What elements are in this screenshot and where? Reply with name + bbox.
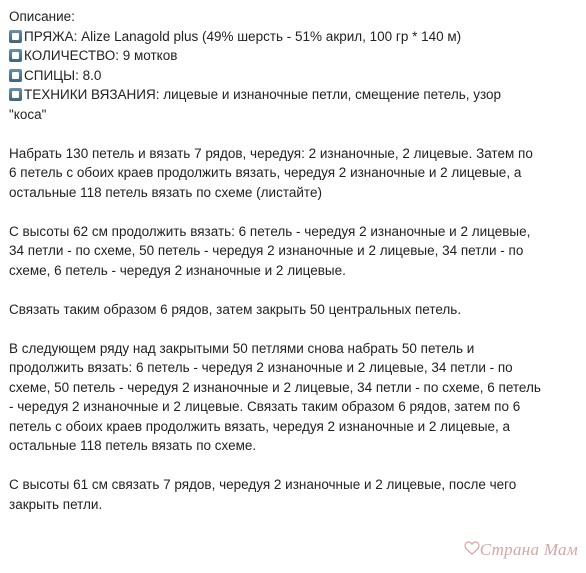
paragraph-line: остальные 118 петель вязать по схеме. <box>9 438 257 453</box>
paragraph-line: С высоты 61 см связать 7 рядов, чередуя 2 изнаночные и 2 лицевые, после чего <box>9 477 517 492</box>
paragraph-line: С высоты 62 см продолжить вязать: 6 петель - чередуя 2 изнаночные и 2 лицевые, <box>9 223 531 239</box>
paragraph-line: остальные 118 петель вязать по схеме (листайте) <box>9 184 322 200</box>
paragraph-line: 34 петли - по схеме, 50 петель - чередуя 2 изнаночные и 2 лицевые, 34 петли - по <box>9 243 524 258</box>
paragraph-line: закрыть петли. <box>9 496 103 512</box>
knitting-instructions <box>9 7 581 514</box>
spec-text: СПИЦЫ: 8.0 <box>24 67 102 83</box>
square-bullet-icon <box>9 88 22 101</box>
watermark-heart-icon <box>464 541 480 555</box>
square-bullet-icon <box>9 69 22 82</box>
paragraph-line: схеме, 6 петель - чередуя 2 изнаночные и 2 лицевые. <box>9 262 346 278</box>
paragraph-line: схеме, 50 петель - чередуя 2 изнаночные и 2 лицевые, 34 петли - по схеме, 6 петель <box>9 379 541 395</box>
paragraph-line: петель с обоих краев продолжить вязать, чередуя 2 изнаночные и 2 лицевые, а <box>9 418 511 434</box>
paragraph-bind-off-center <box>9 300 581 320</box>
spec-text: ПРЯЖА: Alize Lanagold plus (49% шерсть - 51% акрил, 100 гр * 140 м) <box>24 28 462 44</box>
spec-item-quantity <box>9 46 581 66</box>
paragraph-cast-on <box>9 144 581 203</box>
paragraph-line: 6 петель с обоих краев продолжить вязать, чередуя 2 изнаночные и 2 лицевые, а <box>9 165 522 180</box>
paragraph-line: Связать таким образом 6 рядов, затем закрыть 50 центральных петель. <box>9 301 462 317</box>
description-title: Описание: <box>9 9 75 24</box>
paragraph-line: - чередуя 2 изнаночные и 2 лицевые. Связать таким образом 6 рядов, затем по 6 <box>9 399 521 414</box>
paragraph-line: Набрать 130 петель и вязать 7 рядов, чередуя: 2 изнаночные, 2 лицевые. Затем по <box>9 145 533 161</box>
paragraph-line: В следующем ряду над закрытыми 50 петлями снова набрать 50 петель и <box>9 340 475 356</box>
spec-item-yarn <box>9 27 581 47</box>
square-bullet-icon <box>9 30 22 43</box>
spec-text: ТЕХНИКИ ВЯЗАНИЯ: лицевые и изнаночные петли, смещение петель, узор <box>24 87 502 102</box>
spec-item-techniques <box>9 85 581 105</box>
spec-item-needles <box>9 66 581 86</box>
spec-continuation: "коса" <box>9 106 47 122</box>
paragraph-line: продолжить вязать: 6 петель - чередуя 2 изнаночные и 2 лицевые, 34 петли - по <box>9 360 513 375</box>
paragraph-height-62 <box>9 222 581 281</box>
watermark-text: Страна Мам <box>479 539 578 559</box>
square-bullet-icon <box>9 49 22 62</box>
spec-text: КОЛИЧЕСТВО: 9 мотков <box>24 48 178 63</box>
paragraph-height-61 <box>9 475 581 514</box>
paragraph-next-row <box>9 339 581 456</box>
